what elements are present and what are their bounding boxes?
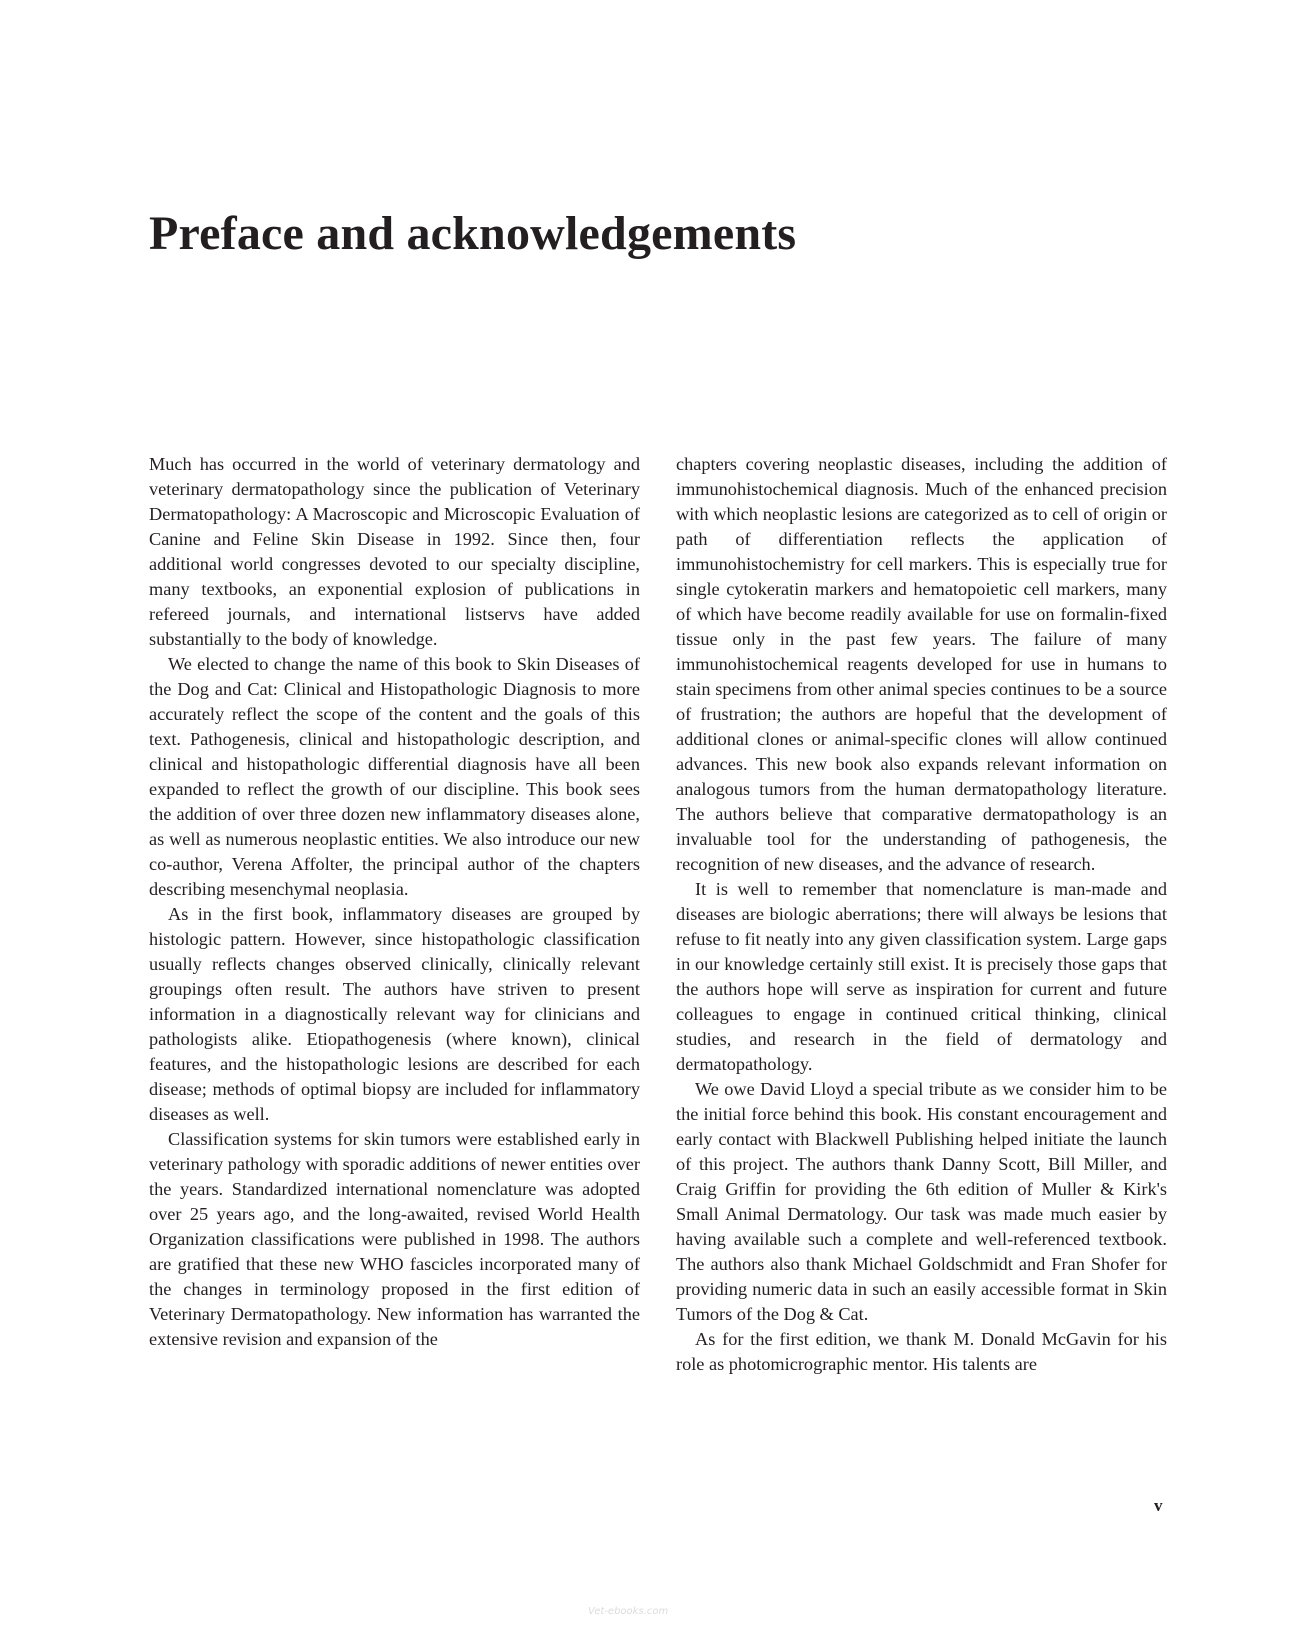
paragraph: We elected to change the name of this book to Skin Diseases of the Dog and Cat: Clinical and Histopathologic Diagnosis to more accurately reflect the scope of the content and the goals of this text. Pathogenesis, clinical and histopathologic description, and clinical and histopathologic differential diagnosis have all been expanded to reflect the growth of our discipline. This book sees the addition of over three dozen new inflammatory diseases alone, as well as numerous neoplastic entities. We also introduce our new co-author, Verena Affolter, the principal author of the chapters describing mesenchymal neoplasia. xyxy=(149,654,640,899)
paragraph: As for the first edition, we thank M. Donald McGavin for his role as photomicrographic mentor. His talents are xyxy=(676,1329,1167,1374)
paragraph: It is well to remember that nomenclature is man-made and diseases are biologic aberrations; there will always be lesions that refuse to fit neatly into any given classification system. Large gaps in our knowledge certainly still exist. It is precisely those gaps that the authors hope will serve as inspiration for current and future colleagues to engage in continued critical thinking, clinical studies, and research in the field of dermatology and dermatopathology. xyxy=(676,879,1167,1074)
paragraph: chapters covering neoplastic diseases, including the addition of immunohistochemical diagnosis. Much of the enhanced precision with which neoplastic lesions are categorized as to cell of origin or path of differentiation reflects the application of immunohistochemistry for cell markers. This is especially true for single cytokeratin markers and hematopoietic cell markers, many of which have become readily available for use on formalin-fixed tissue only in the past few years. The failure of many immunohistochemical reagents developed for use in humans to stain specimens from other animal species continues to be a source of frustration; the authors are hopeful that the development of additional clones or animal-specific clones will allow continued advances. This new book also expands relevant information on analogous tumors from the human dermatopathology literature. The authors believe that comparative dermatopathology is an invaluable tool for the understanding of pathogenesis, the recognition of new diseases, and the advance of research. xyxy=(676,454,1167,874)
left-column xyxy=(149,452,640,1352)
paragraph: As in the first book, inflammatory diseases are grouped by histologic pattern. However, since histopathologic classification usually reflects changes observed clinically, clinically relevant groupings often result. The authors have striven to present information in a diagnostically relevant way for clinicians and pathologists alike. Etiopathogenesis (where known), clinical features, and the histopathologic lesions are described for each disease; methods of optimal biopsy are included for inflammatory diseases as well. xyxy=(149,904,640,1124)
right-column xyxy=(676,452,1167,1377)
watermark-logo xyxy=(588,1606,708,1622)
page-number: v xyxy=(1154,1496,1163,1515)
paragraph: Classification systems for skin tumors were established early in veterinary pathology with sporadic additions of newer entities over the years. Standardized international nomenclature was adopted over 25 years ago, and the long-awaited, revised World Health Organization classifications were published in 1998. The authors are gratified that these new WHO fascicles incorporated many of the changes in terminology proposed in the first edition of Veterinary Dermatopathology. New information has warranted the extensive revision and expansion of the xyxy=(149,1129,640,1349)
paragraph: Much has occurred in the world of veterinary dermatology and veterinary dermatopathology since the publication of Veterinary Dermatopathology: A Macroscopic and Microscopic Evaluation of Canine and Feline Skin Disease in 1992. Since then, four additional world congresses devoted to our specialty discipline, many textbooks, an exponential explosion of publications in refereed journals, and international listservs have added substantially to the body of knowledge. xyxy=(149,454,640,649)
paragraph: We owe David Lloyd a special tribute as we consider him to be the initial force behind this book. His constant encouragement and early contact with Blackwell Publishing helped initiate the launch of this project. The authors thank Danny Scott, Bill Miller, and Craig Griffin for providing the 6th edition of Muller & Kirk's Small Animal Dermatology. Our task was made much easier by having available such a complete and well-referenced textbook. The authors also thank Michael Goldschmidt and Fran Shofer for providing numeric data in such an easily accessible format in Skin Tumors of the Dog & Cat. xyxy=(676,1079,1167,1324)
page-title: Preface and acknowledgements xyxy=(149,207,797,260)
watermark-text: Vet-ebooks.com xyxy=(588,1606,669,1617)
